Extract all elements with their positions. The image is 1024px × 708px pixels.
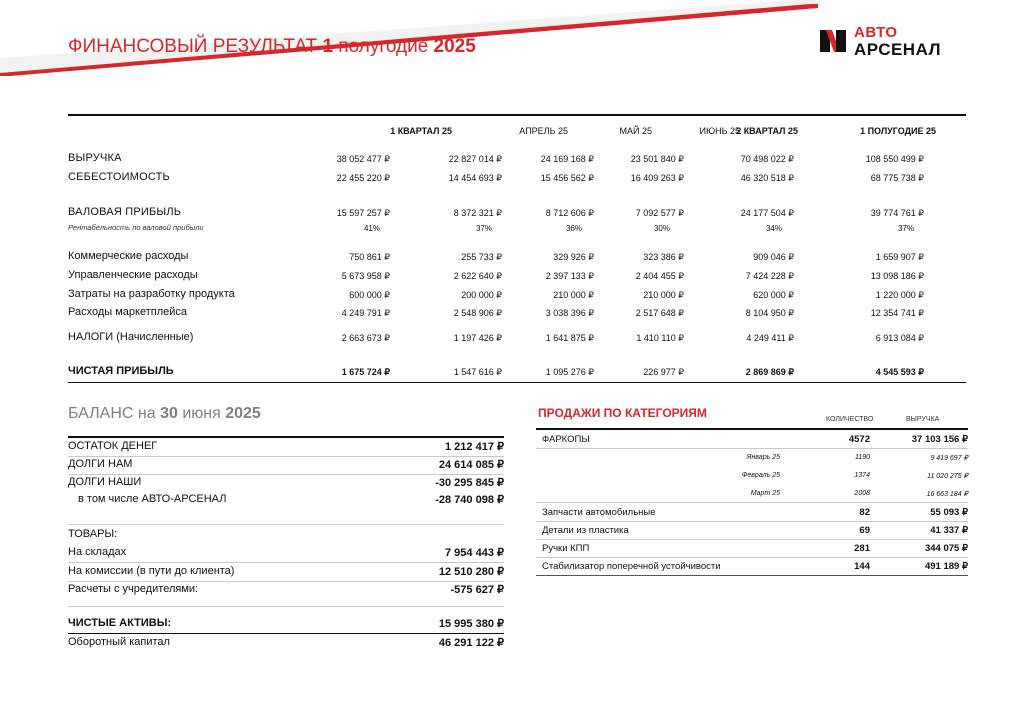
sales-title: ПРОДАЖИ ПО КАТЕГОРИЯМ (538, 406, 707, 420)
sales-row-gear-knobs (536, 541, 968, 557)
cell-taxes-q1: 2 663 673 ₽ (341, 333, 390, 343)
sales-qty: 2008 (854, 490, 870, 497)
sales-bottom-rule (536, 575, 968, 576)
sales-subrow-february (536, 470, 968, 486)
sales-revenue: 344 075 ₽ (924, 543, 968, 554)
balance-label: ДОЛГИ НАШИ (68, 476, 142, 488)
sales-qty: 4572 (848, 434, 870, 445)
sales-divider (536, 539, 968, 540)
cell-admin-q1: 5 673 958 ₽ (341, 271, 390, 281)
sales-qty: 144 (854, 561, 870, 572)
cell-dev-q2: 620 000 ₽ (753, 290, 794, 300)
cell-margin-q2: 34% (765, 224, 782, 233)
column-header-q2: 2 КВАРТАЛ 25 (736, 126, 798, 136)
sales-qty: 69 (859, 525, 870, 536)
row-label-taxes: НАЛОГИ (Начисленные) (68, 331, 194, 343)
balance-value: 12 510 280 ₽ (438, 566, 504, 578)
cell-admin-may: 2 397 133 ₽ (545, 271, 594, 281)
balance-row-goods-header (68, 526, 504, 544)
cell-dev-april: 200 000 ₽ (461, 290, 502, 300)
cell-marketplace-q1: 4 249 791 ₽ (341, 308, 390, 318)
cell-gross-q2: 24 177 504 ₽ (740, 208, 794, 218)
balance-label: На комиссии (в пути до клиента) (68, 565, 235, 577)
balance-value: 46 291 122 ₽ (438, 637, 504, 649)
sales-revenue: 37 103 156 ₽ (911, 434, 968, 445)
cell-gross-may: 8 712 606 ₽ (545, 208, 594, 218)
balance-divider (68, 606, 504, 607)
sales-top-rule (536, 428, 968, 430)
cell-commercial-april: 255 733 ₽ (461, 252, 502, 262)
balance-divider (68, 524, 504, 525)
cell-gross-june: 7 092 577 ₽ (635, 208, 684, 218)
cell-margin-may: 36% (565, 224, 582, 233)
cell-revenue-april: 22 827 014 ₽ (448, 154, 502, 164)
cell-dev-h1: 1 220 000 ₽ (875, 290, 924, 300)
cell-commercial-h1: 1 659 907 ₽ (875, 252, 924, 262)
sales-divider (536, 502, 968, 503)
cell-admin-h1: 13 098 186 ₽ (870, 271, 924, 281)
cell-net-h1: 4 545 593 ₽ (875, 367, 924, 377)
sales-row-plastic-parts (536, 523, 968, 539)
cell-dev-q1: 600 000 ₽ (349, 290, 390, 300)
sales-revenue: 491 189 ₽ (924, 561, 968, 572)
balance-row-working-capital (68, 634, 504, 652)
balance-row-cash (68, 438, 504, 456)
row-label-revenue: ВЫРУЧКА (68, 152, 122, 164)
table-top-rule (68, 114, 966, 116)
row-label-marketplace-expenses: Расходы маркетплейса (68, 306, 188, 318)
cell-net-june: 226 977 ₽ (643, 367, 684, 377)
balance-row-commission (68, 563, 504, 581)
sales-row-auto-parts (536, 505, 968, 521)
cell-commercial-q2: 909 046 ₽ (753, 252, 794, 262)
balance-row-receivables (68, 456, 504, 474)
logo-text-avto: АВТО (854, 24, 898, 41)
balance-label: в том числе АВТО-АРСЕНАЛ (78, 493, 227, 505)
cell-cost-q2: 46 320 518 ₽ (740, 173, 794, 183)
cell-margin-june: 30% (653, 224, 670, 233)
sales-revenue: 16 663 184 ₽ (926, 491, 968, 498)
balance-value: 1 212 417 ₽ (445, 441, 504, 453)
balance-label: Расчеты с учредителями: (68, 583, 199, 595)
cell-commercial-june: 323 386 ₽ (643, 252, 684, 262)
cell-revenue-june: 23 501 840 ₽ (630, 154, 684, 164)
balance-row-payables-avto-arsenal (68, 491, 504, 509)
cell-taxes-may: 1 641 875 ₽ (545, 333, 594, 343)
sales-divider (536, 557, 968, 558)
cell-revenue-q2: 70 498 022 ₽ (740, 154, 794, 164)
page-title: ФИНАНСОВЫЙ РЕЗУЛЬТАТ 1 полугодие 2025 (68, 36, 476, 57)
cell-cost-june: 16 409 263 ₽ (630, 173, 684, 183)
cell-marketplace-april: 2 548 906 ₽ (453, 308, 502, 318)
brand-logo (818, 22, 968, 66)
balance-row-founders (68, 581, 504, 599)
sales-label: Февраль 25 (741, 472, 780, 479)
cell-taxes-h1: 6 913 084 ₽ (875, 333, 924, 343)
row-label-commercial-expenses: Коммерческие расходы (68, 250, 189, 262)
balance-row-warehouse (68, 544, 504, 562)
balance-row-payables (68, 474, 504, 492)
cell-revenue-h1: 108 550 499 ₽ (865, 154, 924, 164)
balance-value: 15 995 380 ₽ (438, 618, 504, 630)
row-label-gross-margin: Рентабельность по валовой прибыли (68, 223, 204, 232)
cell-commercial-may: 329 926 ₽ (553, 252, 594, 262)
cell-gross-april: 8 372 321 ₽ (453, 208, 502, 218)
cell-marketplace-may: 3 038 396 ₽ (545, 308, 594, 318)
sales-label: Запчасти автомобильные (542, 507, 656, 518)
sales-row-stabilizer (536, 559, 968, 575)
table-bottom-rule (68, 382, 966, 383)
logo-mark-icon (818, 26, 848, 56)
cell-admin-june: 2 404 455 ₽ (635, 271, 684, 281)
sales-label: ФАРКОПЫ (542, 434, 590, 445)
balance-value: 24 614 085 ₽ (438, 459, 504, 471)
cell-net-april: 1 547 616 ₽ (453, 367, 502, 377)
cell-taxes-june: 1 410 110 ₽ (636, 333, 684, 343)
balance-label: ДОЛГИ НАМ (68, 458, 133, 470)
sales-column-header-revenue: ВЫРУЧКА (906, 416, 940, 423)
balance-label: ТОВАРЫ: (68, 528, 118, 540)
balance-label: На складах (68, 546, 127, 558)
row-label-gross-profit: ВАЛОВАЯ ПРИБЫЛЬ (68, 206, 182, 218)
cell-cost-april: 14 454 693 ₽ (448, 173, 502, 183)
row-label-development-costs: Затраты на разработку продукта (68, 288, 235, 300)
row-label-cost: СЕБЕСТОИМОСТЬ (68, 171, 170, 183)
sales-qty: 1190 (854, 454, 870, 461)
balance-value: 7 954 443 ₽ (445, 547, 504, 559)
cell-taxes-q2: 4 249 411 ₽ (746, 333, 794, 343)
sales-row-towbars (536, 432, 968, 448)
cell-cost-q1: 22 455 220 ₽ (336, 173, 390, 183)
sales-divider (536, 448, 968, 449)
cell-marketplace-h1: 12 354 741 ₽ (870, 308, 924, 318)
cell-gross-q1: 15 597 257 ₽ (336, 208, 390, 218)
cell-marketplace-q2: 8 104 950 ₽ (745, 308, 794, 318)
sales-revenue: 41 337 ₽ (930, 525, 968, 536)
sales-column-header-qty: КОЛИЧЕСТВО (826, 416, 874, 423)
row-label-net-profit: ЧИСТАЯ ПРИБЫЛЬ (68, 365, 174, 377)
sales-qty: 281 (854, 543, 870, 554)
cell-marketplace-june: 2 517 648 ₽ (635, 308, 684, 318)
cell-admin-q2: 7 424 228 ₽ (745, 271, 794, 281)
balance-value: -30 295 845 ₽ (435, 477, 504, 489)
sales-label: Ручки КПП (542, 543, 590, 554)
cell-revenue-q1: 38 052 477 ₽ (336, 154, 390, 164)
sales-label: Детали из пластика (542, 525, 629, 536)
sales-revenue: 9 419 697 ₽ (930, 455, 968, 462)
sales-label: Январь 25 (746, 454, 780, 461)
sales-revenue: 55 093 ₽ (930, 507, 968, 518)
sales-label: Март 25 (750, 490, 780, 497)
cell-net-q1: 1 675 724 ₽ (341, 367, 390, 377)
sales-label: Стабилизатор поперечной устойчивости (542, 561, 721, 572)
balance-label: ЧИСТЫЕ АКТИВЫ: (68, 617, 172, 629)
column-header-may: МАЙ 25 (619, 126, 652, 136)
cell-margin-h1: 37% (897, 224, 914, 233)
balance-label: Оборотный капитал (68, 636, 170, 648)
balance-value: -575 627 ₽ (450, 584, 504, 596)
cell-cost-may: 15 456 562 ₽ (540, 173, 594, 183)
cell-net-q2: 2 869 869 ₽ (745, 367, 794, 377)
column-header-june: ИЮНЬ 25 (699, 126, 740, 136)
row-label-admin-expenses: Управленческие расходы (68, 269, 198, 281)
cell-taxes-april: 1 197 426 ₽ (453, 333, 502, 343)
column-header-april: АПРЕЛЬ 25 (519, 126, 568, 136)
sales-revenue: 11 020 275 ₽ (927, 473, 968, 480)
sales-divider (536, 521, 968, 522)
balance-row-net-assets (68, 615, 504, 633)
sales-qty: 1374 (854, 472, 870, 479)
cell-admin-april: 2 622 640 ₽ (453, 271, 502, 281)
column-header-q1: 1 КВАРТАЛ 25 (390, 126, 452, 136)
cell-gross-h1: 39 774 761 ₽ (870, 208, 924, 218)
cell-net-may: 1 095 276 ₽ (545, 367, 594, 377)
cell-dev-may: 210 000 ₽ (553, 290, 594, 300)
column-header-h1: 1 ПОЛУГОДИЕ 25 (860, 126, 936, 136)
sales-qty: 82 (859, 507, 870, 518)
cell-revenue-may: 24 169 168 ₽ (540, 154, 594, 164)
balance-label: ОСТАТОК ДЕНЕГ (68, 440, 158, 452)
cell-commercial-q1: 750 861 ₽ (349, 252, 390, 262)
cell-margin-april: 37% (475, 224, 492, 233)
page-header (0, 0, 1024, 80)
cell-margin-q1: 41% (363, 224, 380, 233)
balance-value: -28 740 098 ₽ (435, 494, 504, 506)
logo-text-arsenal: АРСЕНАЛ (854, 40, 941, 59)
cell-dev-june: 210 000 ₽ (643, 290, 684, 300)
sales-subrow-january (536, 452, 968, 468)
balance-title: БАЛАНС на 30 июня 2025 (68, 405, 261, 422)
cell-cost-h1: 68 775 738 ₽ (870, 173, 924, 183)
